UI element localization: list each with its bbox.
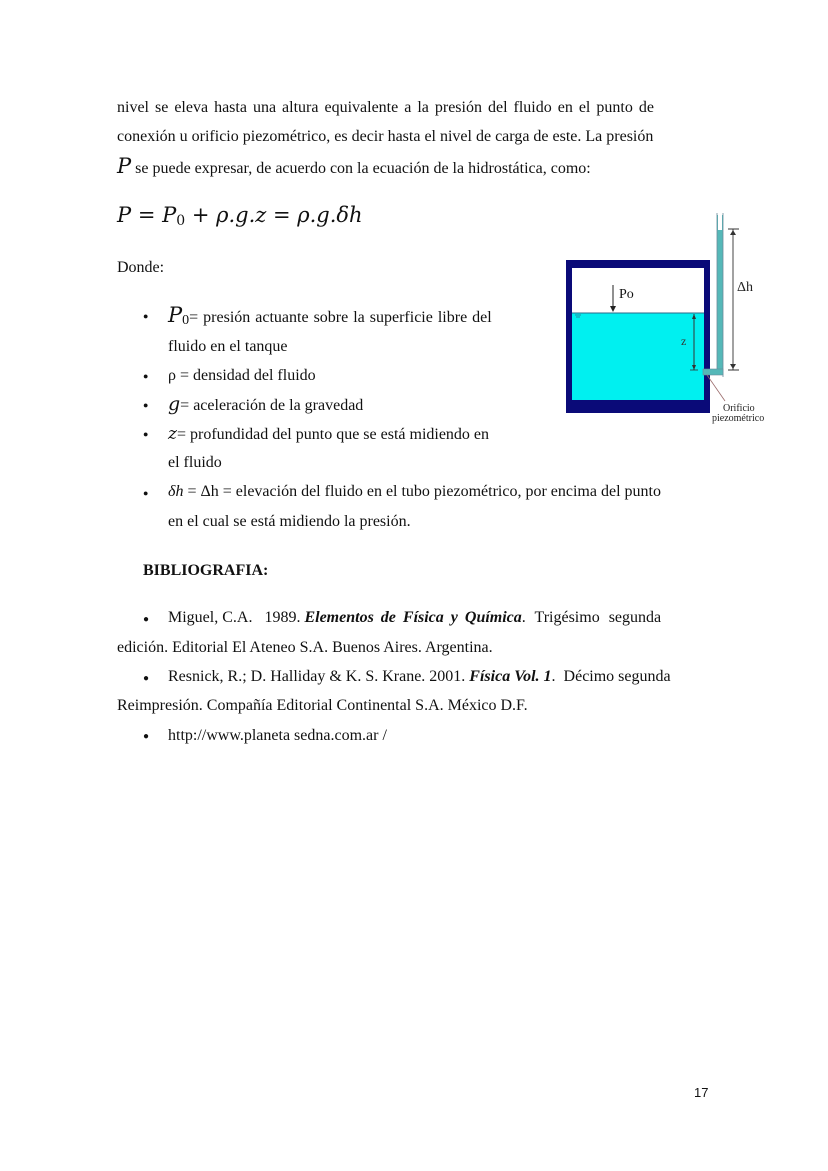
paragraph-text: se puede expresar, de acuerdo con la ecuación de la hidrostática, como: [131, 160, 591, 177]
eq-rest: + ρ.g.z = ρ.g.δh [185, 203, 363, 227]
tank-air [572, 268, 704, 313]
dh-arrow-head-top-icon [730, 230, 736, 235]
def-text: = aceleración de la gravedad [180, 397, 364, 414]
bullet-icon: ● [143, 488, 149, 498]
eq-p: P [117, 203, 132, 227]
piezometer-diagram [555, 205, 785, 435]
definition-dh [168, 482, 661, 502]
definition-p0-cont: fluido en el tanque [168, 338, 288, 355]
tank-water [572, 313, 704, 400]
bib-author: Resnick, R.; D. Halliday & K. S. Krane. 2001. [168, 668, 470, 685]
bib-entry-1-cont: edición. Editorial El Ateneo S.A. Buenos Aires. Argentina. [117, 639, 493, 656]
bullet-icon: ● [143, 400, 149, 410]
bullet-icon: ● [143, 311, 149, 321]
def-symbol: z [168, 424, 177, 444]
piezometer-tube [717, 215, 723, 375]
def-symbol: P [168, 303, 183, 327]
bib-edition: . Décimo segunda [551, 668, 671, 685]
definition-p0 [168, 305, 492, 331]
bib-entry-2-cont: Reimpresión. Compañía Editorial Continental S.A. México D.F. [117, 697, 528, 714]
donde-label: Donde: [117, 259, 165, 276]
paragraph-line-3 [117, 156, 591, 179]
tube-empty-top [718, 213, 722, 230]
eq-equals: = [131, 203, 163, 227]
def-text: = Δh = elevación del fluido en el tubo piezométrico, por encima del punto [183, 483, 661, 500]
hydrostatic-equation [117, 202, 363, 234]
bib-title: Física Vol. 1 [469, 668, 552, 685]
bib-entry-text [168, 608, 661, 628]
bullet-icon: ● [143, 371, 149, 381]
dh-arrow-head-bottom-icon [730, 364, 736, 369]
z-label: z [681, 334, 687, 348]
pressure-symbol: P [117, 154, 132, 178]
def-subscript: 0 [182, 313, 190, 328]
orifice-label-line2: piezométrico [712, 413, 765, 424]
definition-g [168, 394, 363, 416]
bib-title: Elementos de Física y Química [304, 609, 522, 626]
paragraph-line-2 [117, 127, 710, 147]
po-label: Po [619, 287, 634, 302]
def-symbol: δh [168, 483, 184, 500]
paragraph-text: conexión u orificio piezométrico, es decir hasta el nivel de carga de este. La presión [117, 128, 654, 145]
bib-entry-1 [168, 608, 710, 628]
dh-label: Δh [737, 280, 754, 295]
definition-dh-cont: en el cual se está midiendo la presión. [168, 513, 411, 530]
eq-p0: P [162, 203, 177, 227]
eq-p0-subscript: 0 [176, 213, 186, 229]
bullet-icon: ● [143, 614, 150, 625]
def-symbol: g [168, 393, 181, 415]
orifice-label-line1: Orificio [723, 403, 755, 414]
tube-connector [703, 369, 723, 375]
paragraph-text: nivel se eleva hasta una altura equivalente a la presión del fluido en el punto de [117, 99, 654, 116]
paragraph-line-1 [117, 98, 710, 118]
bib-author: Miguel, C.A. 1989. [168, 609, 305, 626]
definition-z [168, 424, 489, 445]
bullet-icon: ● [143, 731, 150, 742]
def-text: = presión actuante sobre la superficie libre del [189, 309, 492, 326]
bibliography-heading: BIBLIOGRAFIA: [143, 562, 269, 579]
bib-entry-2 [168, 667, 671, 687]
bib-entry-3-link[interactable]: http://www.planeta sedna.com.ar / [168, 727, 387, 744]
definition-rho: ρ = densidad del fluido [168, 367, 316, 384]
bib-edition: . Trigésimo segunda [521, 609, 662, 626]
page-number: 17 [694, 1085, 709, 1100]
bullet-icon: ● [143, 429, 149, 439]
bullet-icon: ● [143, 673, 150, 684]
definition-z-cont: el fluido [168, 454, 222, 471]
def-text: = profundidad del punto que se está midiendo en [176, 426, 490, 443]
